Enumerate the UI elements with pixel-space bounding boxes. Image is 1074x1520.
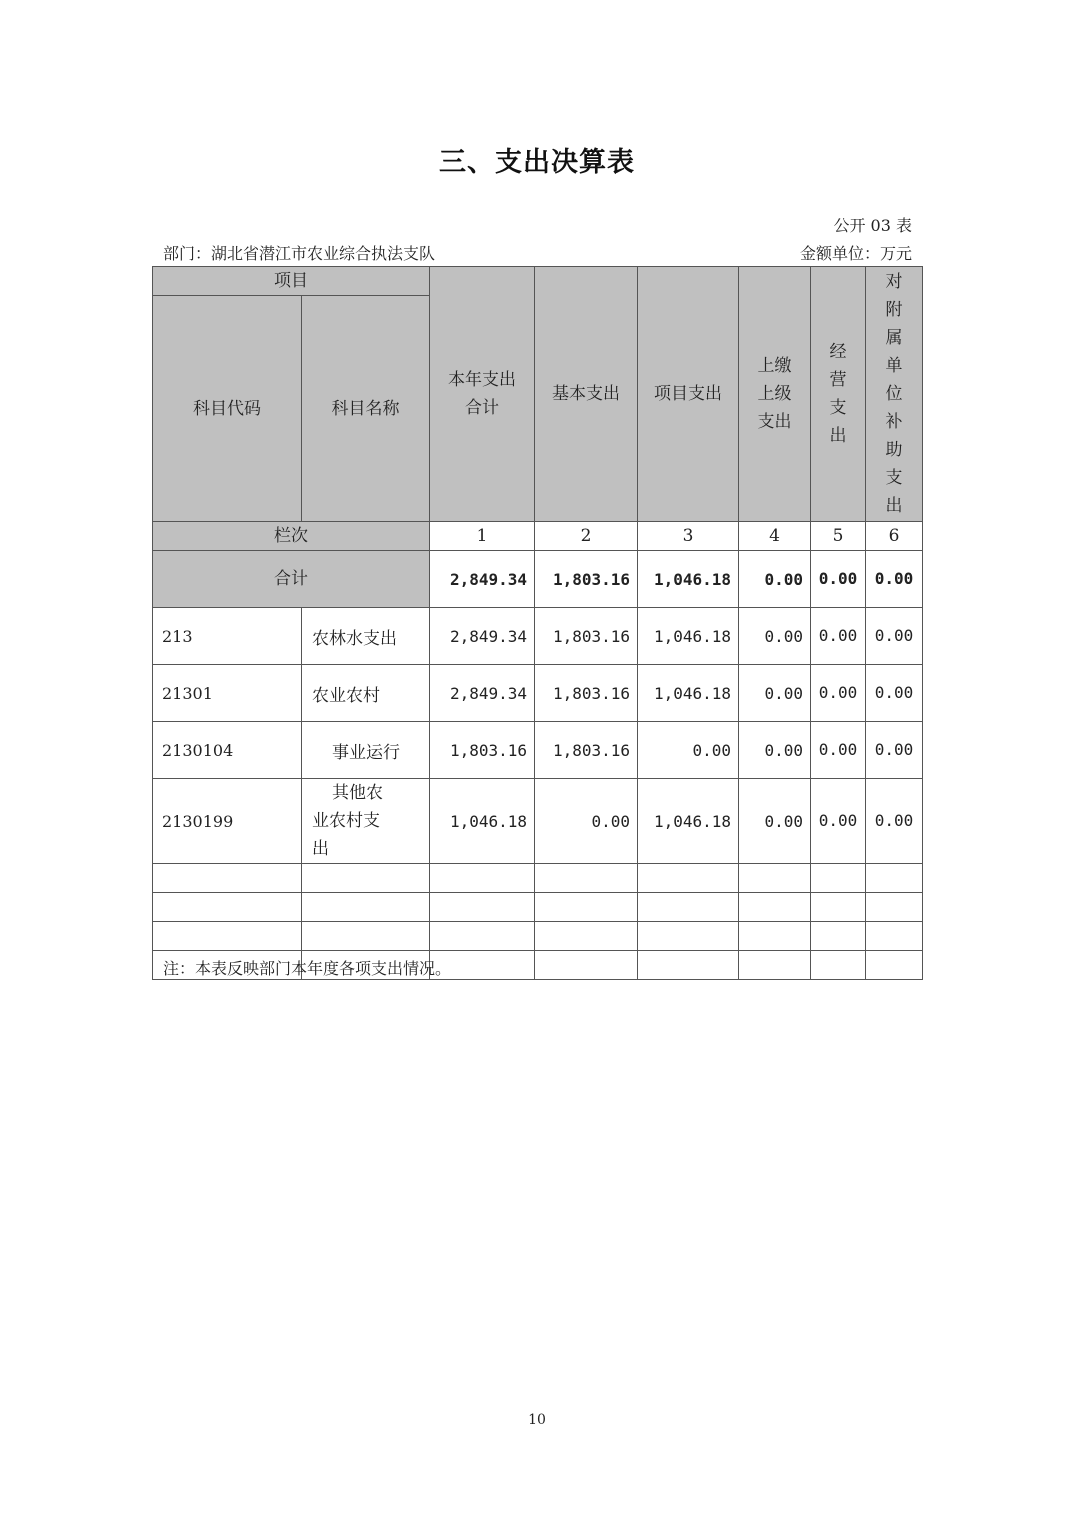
amount-unit-label: 金额单位：万元: [799, 244, 912, 263]
row-name: 事业运行: [302, 722, 430, 779]
row-cell: 0.00: [739, 722, 811, 779]
row-cell-text: 0.00: [874, 683, 914, 702]
row-cell: [811, 665, 866, 722]
table-note: 注：本表反映部门本年度各项支出情况。: [163, 959, 452, 978]
header-upper-text: 上缴上级支出: [757, 356, 792, 432]
header-subsidy-text: 对附属单位补助支出: [885, 272, 903, 516]
col-number: 5: [811, 522, 866, 551]
header-basic: 基本支出: [535, 267, 638, 522]
total-cell: [811, 551, 866, 608]
row-cell-text: 0.00: [818, 683, 858, 702]
row-cell: [866, 608, 923, 665]
total-label: 合计: [153, 551, 430, 608]
row-cell: 1,803.16: [535, 665, 638, 722]
total-cell: 1,803.16: [535, 551, 638, 608]
col-number: 4: [739, 522, 811, 551]
page-number: 10: [528, 1412, 546, 1428]
header-project-expenditure: 项目支出: [638, 267, 739, 522]
header-total-text: 本年支出合计: [448, 370, 516, 418]
row-code: 2130199: [153, 779, 302, 864]
table-row: [153, 665, 923, 722]
row-cell-text: 0.00: [818, 811, 858, 830]
page-title: 三、支出决算表: [439, 147, 635, 178]
empty-row: [153, 864, 923, 893]
row-cell-text: 0.00: [874, 740, 914, 759]
row-cell: [811, 608, 866, 665]
col-number: 1: [430, 522, 535, 551]
row-cell: 1,803.16: [535, 722, 638, 779]
row-cell: 0.00: [739, 779, 811, 864]
header-upper: [739, 267, 811, 522]
col-number: 6: [866, 522, 923, 551]
row-cell: 2,849.34: [430, 608, 535, 665]
table-row: [153, 722, 923, 779]
total-cell-text: 0.00: [874, 569, 914, 588]
row-cell: 0.00: [638, 722, 739, 779]
row-cell: 1,046.18: [638, 608, 739, 665]
total-cell: 1,046.18: [638, 551, 739, 608]
total-cell-text: 0.00: [818, 569, 858, 588]
col-label: 栏次: [153, 522, 430, 551]
row-name: 农业农村: [302, 665, 430, 722]
row-cell-text: 0.00: [818, 740, 858, 759]
row-name: [302, 779, 430, 864]
row-cell: 1,803.16: [430, 722, 535, 779]
row-cell: 2,849.34: [430, 665, 535, 722]
col-number: 3: [638, 522, 739, 551]
expenditure-table: [152, 266, 923, 980]
header-code: 科目代码: [153, 296, 302, 522]
row-code: 213: [153, 608, 302, 665]
row-cell: [811, 779, 866, 864]
row-name-text: 其他农业农村支出: [312, 783, 383, 859]
row-code: 2130104: [153, 722, 302, 779]
row-code: 21301: [153, 665, 302, 722]
row-cell: 0.00: [739, 608, 811, 665]
table-row: [153, 608, 923, 665]
row-cell-text: 0.00: [874, 626, 914, 645]
total-cell: 2,849.34: [430, 551, 535, 608]
empty-row: [153, 922, 923, 951]
row-cell: 0.00: [739, 665, 811, 722]
header-name: 科目名称: [302, 296, 430, 522]
header-business-text: 经营支出: [829, 342, 847, 446]
row-cell: 1,046.18: [430, 779, 535, 864]
form-number: 公开 03 表: [833, 216, 912, 235]
row-name: 农林水支出: [302, 608, 430, 665]
header-business: [811, 267, 866, 522]
row-cell-text: 0.00: [874, 811, 914, 830]
row-cell-text: 0.00: [818, 626, 858, 645]
table-row: [153, 779, 923, 864]
department-label: 部门：湖北省潜江市农业综合执法支队: [163, 244, 436, 263]
row-cell: 1,803.16: [535, 608, 638, 665]
row-cell: [866, 665, 923, 722]
total-row: [153, 551, 923, 608]
row-cell: 0.00: [535, 779, 638, 864]
total-cell: [866, 551, 923, 608]
row-cell: [811, 722, 866, 779]
empty-row: [153, 893, 923, 922]
col-number: 2: [535, 522, 638, 551]
row-cell: 1,046.18: [638, 665, 739, 722]
row-cell: [866, 779, 923, 864]
row-cell: 1,046.18: [638, 779, 739, 864]
header-project: 项目: [153, 267, 430, 296]
header-total: [430, 267, 535, 522]
header-subsidy: [866, 267, 923, 522]
row-cell: [866, 722, 923, 779]
total-cell: 0.00: [739, 551, 811, 608]
